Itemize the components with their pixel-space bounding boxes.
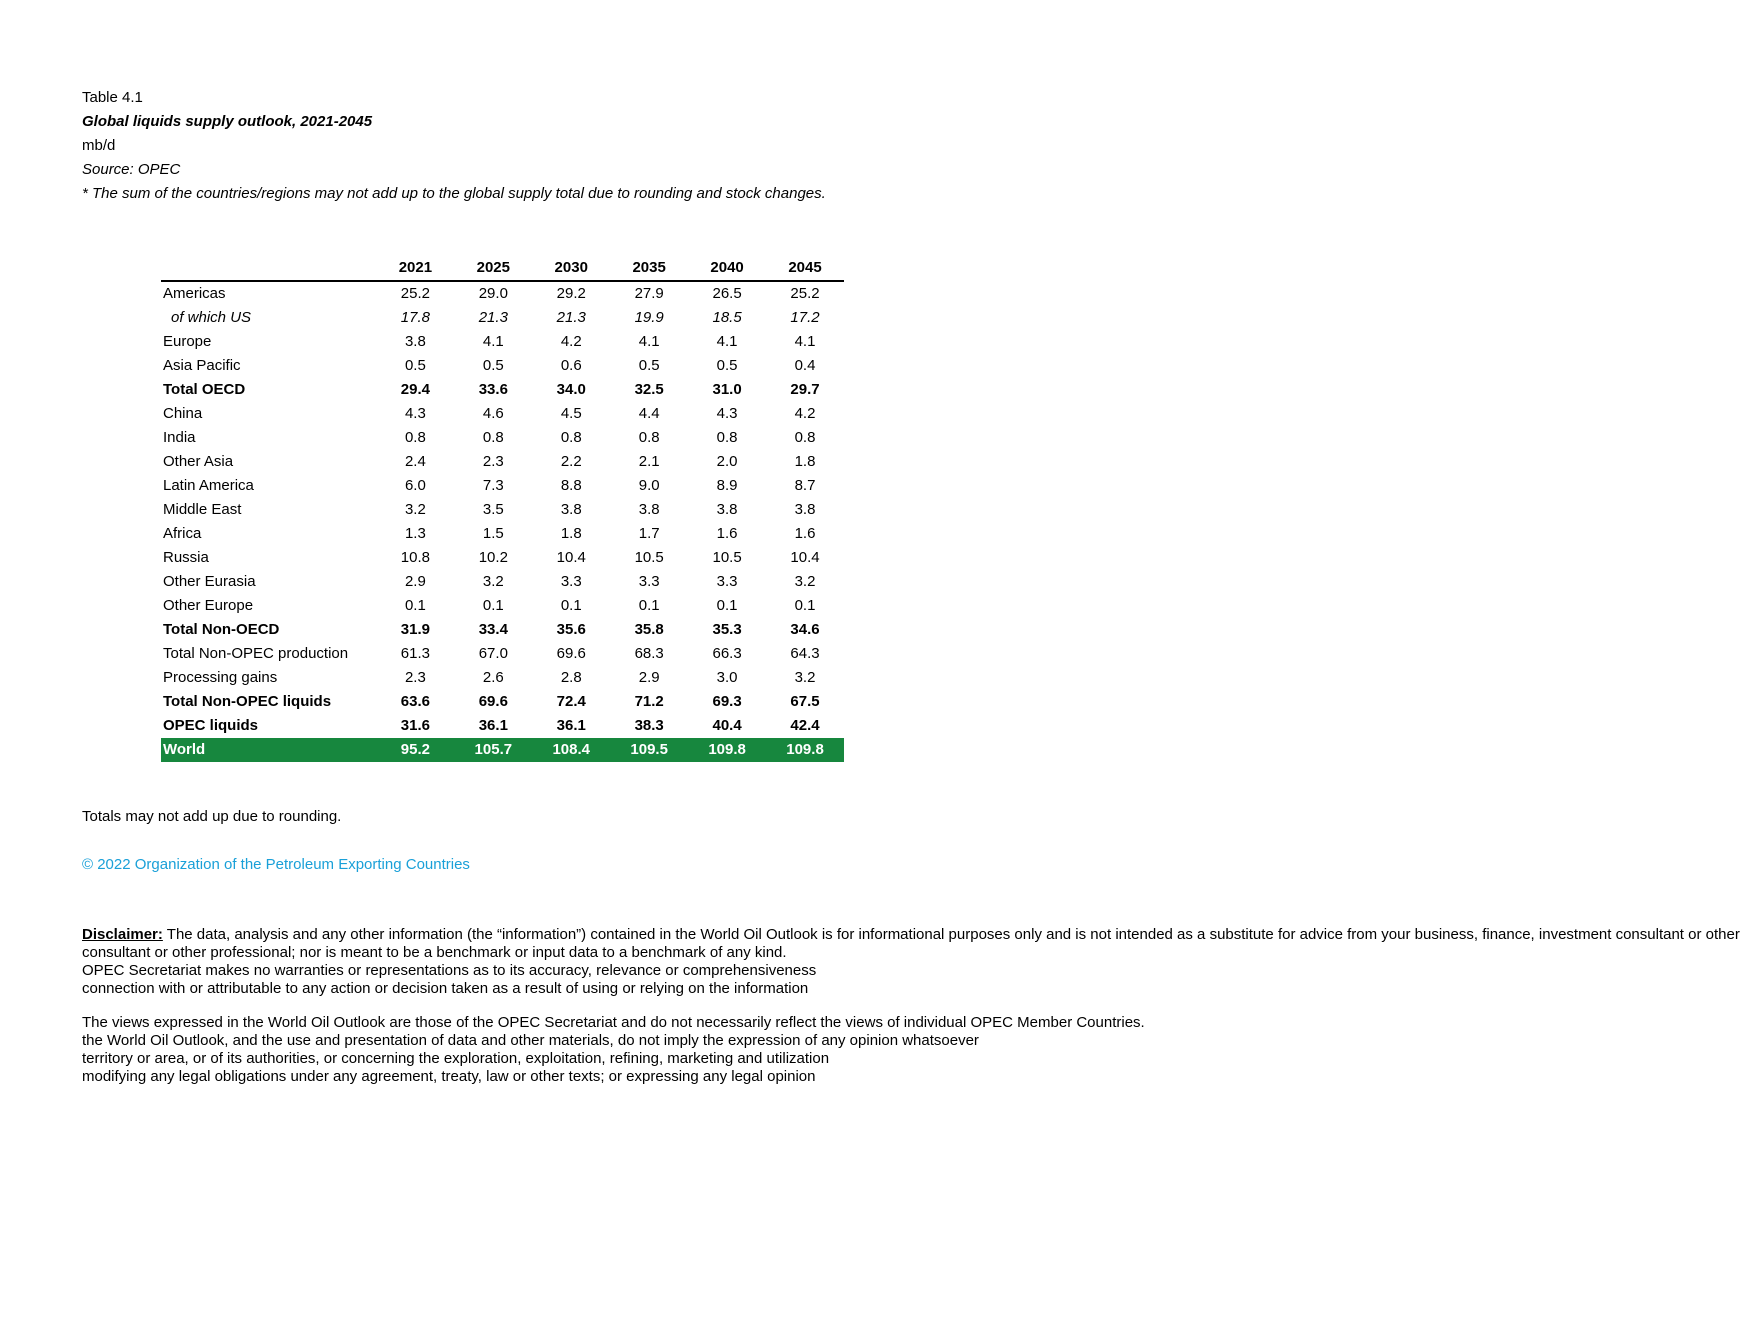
disclaimer-paragraph-2 xyxy=(82,1014,1145,1086)
table-cell-value: 21.3 xyxy=(556,309,586,326)
row-label: Europe xyxy=(163,333,212,350)
row-label: World xyxy=(161,738,376,762)
table-cell-value: 69.3 xyxy=(712,693,742,710)
table-cell-value: 2.9 xyxy=(638,669,660,686)
table-cell-value: 34.0 xyxy=(556,381,586,398)
row-label: Total Non-OPEC production xyxy=(163,645,349,662)
table-cell-value: 72.4 xyxy=(556,693,586,710)
table-cell-value: 17.2 xyxy=(790,309,820,326)
table-cell-value: 10.2 xyxy=(478,549,508,566)
table-cell-value: 95.2 xyxy=(376,738,454,762)
row-label: Middle East xyxy=(163,501,242,518)
table-cell-value: 17.8 xyxy=(400,309,430,326)
table-cell-value: 0.1 xyxy=(404,597,426,614)
table-cell-value: 3.5 xyxy=(482,501,504,518)
table-row xyxy=(161,714,844,738)
table-cell-value: 25.2 xyxy=(790,285,820,302)
table-cell-value: 2.4 xyxy=(404,453,426,470)
table-cell-value: 0.8 xyxy=(482,429,504,446)
column-header-year: 2045 xyxy=(766,256,844,281)
table-cell-value: 4.5 xyxy=(560,405,582,422)
table-row xyxy=(161,642,844,666)
table-row xyxy=(161,546,844,570)
rounding-note: Totals may not add up due to rounding. xyxy=(82,808,342,825)
table-cell-value: 0.1 xyxy=(794,597,816,614)
table-cell-value: 64.3 xyxy=(790,645,820,662)
table-row xyxy=(161,570,844,594)
table-cell-value: 3.2 xyxy=(482,573,504,590)
table-cell-value: 31.0 xyxy=(712,381,742,398)
table-cell-value: 7.3 xyxy=(482,477,504,494)
table-cell-value: 18.5 xyxy=(712,309,742,326)
table-cell-value: 0.8 xyxy=(560,429,582,446)
table-cell-value: 27.9 xyxy=(634,285,664,302)
row-label: Latin America xyxy=(163,477,254,494)
table-cell-value: 29.0 xyxy=(478,285,508,302)
table-cell-value: 4.1 xyxy=(794,333,816,350)
table-cell-value: 1.6 xyxy=(716,525,738,542)
table-cell-value: 10.5 xyxy=(634,549,664,566)
footnote: * The sum of the countries/regions may not add up to the global supply total due to rounding and stock changes. xyxy=(82,185,826,202)
table-cell-value: 10.5 xyxy=(712,549,742,566)
table-cell-value: 3.3 xyxy=(716,573,738,590)
table-cell-value: 19.9 xyxy=(634,309,664,326)
copyright-link[interactable]: © 2022 Organization of the Petroleum Exporting Countries xyxy=(82,856,470,873)
table-cell-value: 1.8 xyxy=(560,525,582,542)
table-cell-value: 29.7 xyxy=(790,381,820,398)
table-row xyxy=(161,690,844,714)
table-cell-value: 0.8 xyxy=(404,429,426,446)
disclaimer-line: connection with or attributable to any action or decision taken as a result of using or relying on the information xyxy=(82,980,809,997)
table-cell-value: 3.8 xyxy=(560,501,582,518)
table-number: Table 4.1 xyxy=(82,89,143,106)
table-cell-value: 0.5 xyxy=(404,357,426,374)
table-cell-value: 3.3 xyxy=(638,573,660,590)
table-cell-value: 36.1 xyxy=(556,717,586,734)
table-cell-value: 35.3 xyxy=(712,621,742,638)
table-cell-value: 38.3 xyxy=(634,717,664,734)
table-cell-value: 67.5 xyxy=(790,693,820,710)
table-cell-value: 69.6 xyxy=(478,693,508,710)
table-cell-value: 4.3 xyxy=(404,405,426,422)
disclaimer-line: the World Oil Outlook, and the use and presentation of data and other materials, do not imply the expression of any opinion whatsoever xyxy=(82,1032,979,1049)
table-cell-value: 42.4 xyxy=(790,717,820,734)
table-cell-value: 1.5 xyxy=(482,525,504,542)
table-cell-value: 2.2 xyxy=(560,453,582,470)
row-label: China xyxy=(163,405,203,422)
table-cell-value: 3.3 xyxy=(560,573,582,590)
disclaimer-line: OPEC Secretariat makes no warranties or representations as to its accuracy, relevance or comprehensiveness xyxy=(82,962,817,979)
disclaimer-label: Disclaimer: xyxy=(82,926,163,943)
table-cell-value: 0.8 xyxy=(794,429,816,446)
disclaimer-line: consultant or other professional; nor is meant to be a benchmark or input data to a benchmark of any kind. xyxy=(82,944,787,961)
table-row xyxy=(161,354,844,378)
table-row xyxy=(161,618,844,642)
table-cell-value: 4.2 xyxy=(794,405,816,422)
table-row xyxy=(161,306,844,330)
table-cell-value: 0.1 xyxy=(482,597,504,614)
table-cell-value: 3.2 xyxy=(794,573,816,590)
table-cell-value: 61.3 xyxy=(400,645,430,662)
table-cell-value: 4.4 xyxy=(638,405,660,422)
table-header-row xyxy=(161,256,844,281)
disclaimer-line xyxy=(82,926,1740,944)
table-cell-value: 8.7 xyxy=(794,477,816,494)
table-row xyxy=(161,738,844,762)
table-cell-value: 67.0 xyxy=(478,645,508,662)
table-cell-value: 6.0 xyxy=(404,477,426,494)
table-cell-value: 2.1 xyxy=(638,453,660,470)
disclaimer-text: The data, analysis and any other information (the “information”) contained in the World Oil Outlook is for informational purposes only and is not intended as a substitute for advice from your business, finance, investment consultant or other xyxy=(166,926,1740,943)
table-cell-value: 4.1 xyxy=(482,333,504,350)
row-label: Processing gains xyxy=(163,669,278,686)
table-cell-value: 33.6 xyxy=(478,381,508,398)
row-label: of which US xyxy=(171,309,252,326)
table-row xyxy=(161,474,844,498)
table-cell-value: 2.9 xyxy=(404,573,426,590)
row-label: Africa xyxy=(163,525,202,542)
table-cell-value: 0.4 xyxy=(794,357,816,374)
row-label: Americas xyxy=(163,285,226,302)
row-label: India xyxy=(163,429,196,446)
table-cell-value: 2.6 xyxy=(482,669,504,686)
table-cell-value: 8.8 xyxy=(560,477,582,494)
table-cell-value: 0.6 xyxy=(560,357,582,374)
table-row xyxy=(161,281,844,306)
table-cell-value: 26.5 xyxy=(712,285,742,302)
table-cell-value: 10.4 xyxy=(790,549,820,566)
table-row xyxy=(161,330,844,354)
table-cell-value: 0.1 xyxy=(716,597,738,614)
table-cell-value: 1.6 xyxy=(794,525,816,542)
column-header-year: 2035 xyxy=(610,256,688,281)
unit-label: mb/d xyxy=(82,137,116,154)
table-cell-value: 1.7 xyxy=(638,525,660,542)
row-label: Asia Pacific xyxy=(163,357,241,374)
table-cell-value: 4.3 xyxy=(716,405,738,422)
table-row xyxy=(161,378,844,402)
table-cell-value: 31.6 xyxy=(400,717,430,734)
table-cell-value: 3.8 xyxy=(794,501,816,518)
table-cell-value: 35.6 xyxy=(556,621,586,638)
table-cell-value: 4.1 xyxy=(638,333,660,350)
table-cell-value: 34.6 xyxy=(790,621,820,638)
table-cell-value: 31.9 xyxy=(400,621,430,638)
table-cell-value: 2.3 xyxy=(482,453,504,470)
table-row xyxy=(161,498,844,522)
disclaimer-line: territory or area, or of its authorities, or concerning the exploration, exploitation, refining, marketing and utilization xyxy=(82,1050,830,1067)
column-header-empty xyxy=(161,256,376,281)
table-row xyxy=(161,450,844,474)
table-cell-value: 66.3 xyxy=(712,645,742,662)
disclaimer-line: The views expressed in the World Oil Outlook are those of the OPEC Secretariat and do not necessarily reflect the views of individual OPEC Member Countries. xyxy=(82,1014,1145,1031)
table-cell-value: 108.4 xyxy=(532,738,610,762)
row-label: OPEC liquids xyxy=(163,717,259,734)
table-cell-value: 3.8 xyxy=(404,333,426,350)
table-cell-value: 3.0 xyxy=(716,669,738,686)
table-cell-value: 3.8 xyxy=(638,501,660,518)
table-row xyxy=(161,522,844,546)
table-cell-value: 35.8 xyxy=(634,621,664,638)
table-cell-value: 4.6 xyxy=(482,405,504,422)
table-row xyxy=(161,594,844,618)
table-cell-value: 10.4 xyxy=(556,549,586,566)
row-label: Other Asia xyxy=(163,453,234,470)
table-cell-value: 0.8 xyxy=(716,429,738,446)
column-header-year: 2021 xyxy=(376,256,454,281)
row-label: Russia xyxy=(163,549,209,566)
table-cell-value: 68.3 xyxy=(634,645,664,662)
table-cell-value: 109.5 xyxy=(610,738,688,762)
table-cell-value: 9.0 xyxy=(638,477,660,494)
table-cell-value: 33.4 xyxy=(478,621,508,638)
table-cell-value: 29.2 xyxy=(556,285,586,302)
table-cell-value: 0.5 xyxy=(482,357,504,374)
source-label: Source: OPEC xyxy=(82,161,181,178)
table-cell-value: 2.0 xyxy=(716,453,738,470)
table-cell-value: 29.4 xyxy=(400,381,430,398)
table-row xyxy=(161,426,844,450)
supply-table xyxy=(161,256,844,762)
table-cell-value: 69.6 xyxy=(556,645,586,662)
table-cell-value: 0.1 xyxy=(560,597,582,614)
table-cell-value: 71.2 xyxy=(634,693,664,710)
row-label: Total Non-OECD xyxy=(163,621,280,638)
table-cell-value: 0.8 xyxy=(638,429,660,446)
table-row xyxy=(161,402,844,426)
column-header-year: 2030 xyxy=(532,256,610,281)
table-title: Global liquids supply outlook, 2021-2045 xyxy=(82,113,373,130)
table-cell-value: 21.3 xyxy=(478,309,508,326)
table-cell-value: 0.5 xyxy=(638,357,660,374)
table-cell-value: 1.3 xyxy=(404,525,426,542)
column-header-year: 2025 xyxy=(454,256,532,281)
column-header-year: 2040 xyxy=(688,256,766,281)
table-cell-value: 2.8 xyxy=(560,669,582,686)
table-cell-value: 4.1 xyxy=(716,333,738,350)
table-cell-value: 36.1 xyxy=(478,717,508,734)
table-cell-value: 109.8 xyxy=(688,738,766,762)
table-cell-value: 109.8 xyxy=(766,738,844,762)
table-cell-value: 63.6 xyxy=(400,693,430,710)
row-label: Total OECD xyxy=(163,381,246,398)
row-label: Other Europe xyxy=(163,597,254,614)
table-cell-value: 3.8 xyxy=(716,501,738,518)
table-cell-value: 40.4 xyxy=(712,717,742,734)
row-label: Other Eurasia xyxy=(163,573,256,590)
table-cell-value: 25.2 xyxy=(400,285,430,302)
table-cell-value: 4.2 xyxy=(560,333,582,350)
disclaimer-line: modifying any legal obligations under any agreement, treaty, law or other texts; or expressing any legal opinion xyxy=(82,1068,816,1085)
table-row xyxy=(161,666,844,690)
table-cell-value: 2.3 xyxy=(404,669,426,686)
table-cell-value: 1.8 xyxy=(794,453,816,470)
table-cell-value: 0.1 xyxy=(638,597,660,614)
table-cell-value: 3.2 xyxy=(404,501,426,518)
table-cell-value: 3.2 xyxy=(794,669,816,686)
table-cell-value: 32.5 xyxy=(634,381,664,398)
table-cell-value: 0.5 xyxy=(716,357,738,374)
disclaimer-paragraph-1 xyxy=(82,926,1740,998)
table-cell-value: 105.7 xyxy=(454,738,532,762)
table-cell-value: 8.9 xyxy=(716,477,738,494)
row-label: Total Non-OPEC liquids xyxy=(163,693,332,710)
table-cell-value: 10.8 xyxy=(400,549,430,566)
